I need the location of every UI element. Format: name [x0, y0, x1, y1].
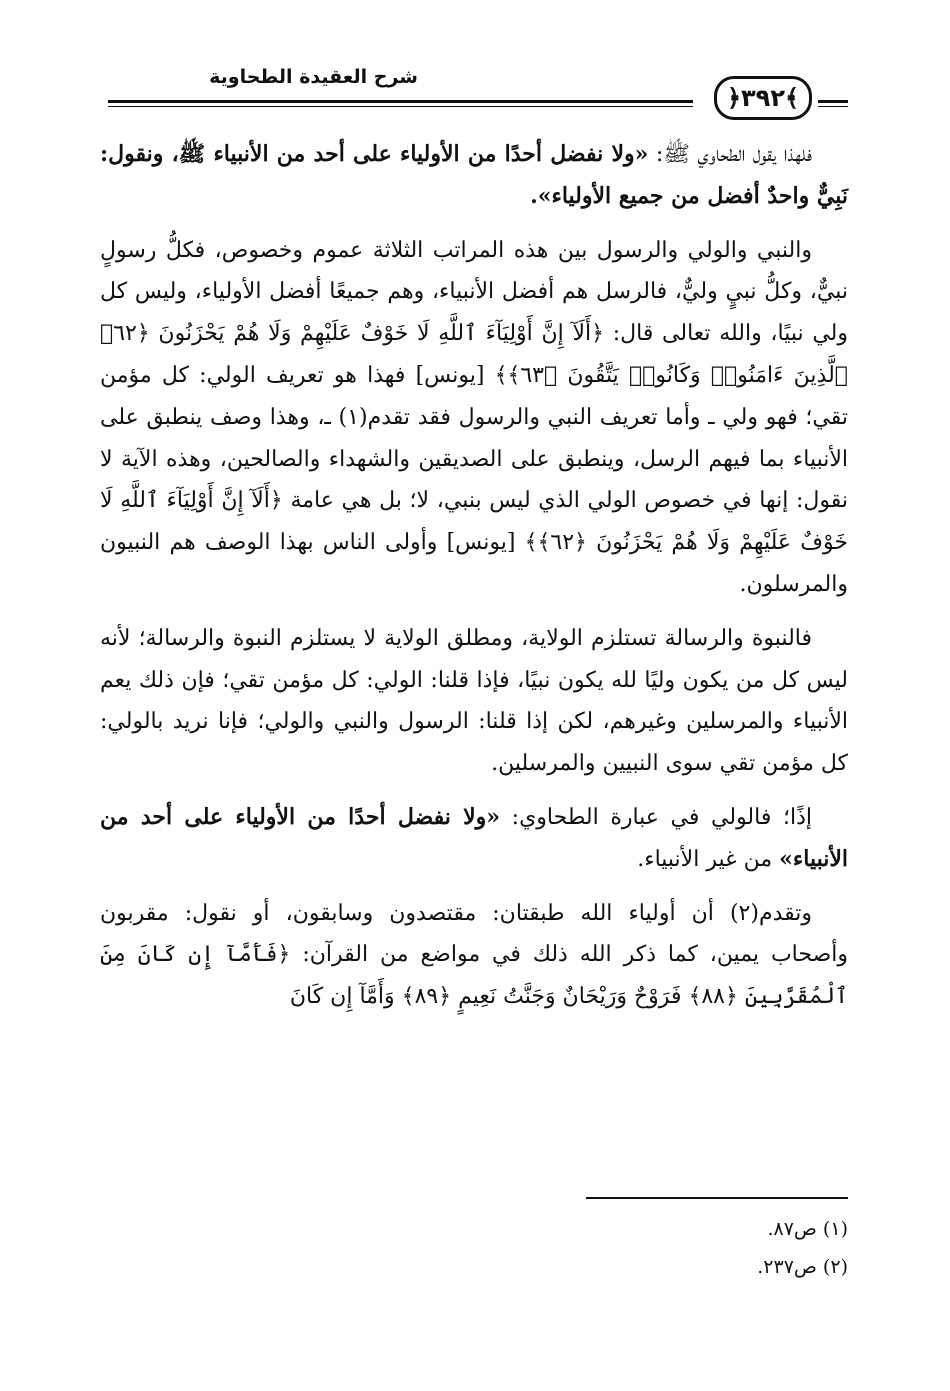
- text-span: والنبي والولي والرسول بين هذه المراتب الثلاثة عموم وخصوص، فكلُّ رسولٍ نبيٌّ، وكلُّ نبيٍ وليٌّ، فالرسل هم أفضل الأنبياء، وهم جميعًا أفضل الأولياء، وليس كل ولي نبيًا، والله تعالى قال:: [100, 237, 848, 347]
- footnotes: [448, 1210, 848, 1286]
- quran-verse: ﴿فَأَمَّآ إِن كَانَ مِنَ ٱلْمُقَرَّبِينَ ﴿٨٨﴾ فَرَوْحٌ وَرَيْحَانٌ وَجَنَّتُ نَعِيمٍ ﴿٨٩﴾ وَأَمَّآ إِن كَانَ: [100, 942, 848, 1010]
- paragraph-5: [100, 893, 848, 1018]
- text-span: [يونس] فهذا هو تعريف الولي: كل مؤمن تقي؛ فهو ولي ـ وأما تعريف النبي والرسول فقد تقدم(١) ـ، وهذا وصف ينطبق على الأنبياء بما فيهم الرسل، وينطبق على الصديقين والشهداء والصالحين، وهذه الآية لا نقول: إنها في خصوص الولي الذي ليس بنبي، لا؛ بل هي عامة: [100, 362, 848, 514]
- quran-verse: ﴿أَلَآ إِنَّ أَوْلِيَآءَ ٱللَّهِ لَا خَوْفٌ عَلَيْهِمْ وَلَا هُمْ يَحْزَنُونَ ﴿٦٢﴾ ٱلَّذِينَ ءَامَنُوا۟ وَكَانُوا۟ يَتَّقُونَ ﴿٦٣﴾﴾: [100, 321, 848, 388]
- text-span: إذًا؛ فالولي في عبارة الطحاوي:: [500, 804, 812, 830]
- text-span: فلهذا يقول الطحاوي ﷺ:: [648, 142, 812, 167]
- paragraph-3: [100, 618, 848, 785]
- quoted-text: «ولا نفضل أحدًا من الأولياء على أحد من الأنبياء ﷺ، ونقول: نَبِيٌّ واحدٌ أفضل من جميع الأولياء».: [100, 141, 848, 209]
- main-text: [100, 134, 848, 1030]
- header-rule-right: [818, 100, 848, 103]
- footnote: (٢) ص٢٣٧.: [757, 1256, 848, 1278]
- page-header: [108, 62, 848, 118]
- paragraph-4: [100, 797, 848, 881]
- text-span: من غير الأنبياء.: [637, 846, 780, 872]
- text-span: فالنبوة والرسالة تستلزم الولاية، ومطلق الولاية لا يستلزم النبوة والرسالة؛ لأنه ليس كل من يكون وليًا لله يكون نبيًا، فإذا قلنا: الولي: كل مؤمن تقي؛ فإن ذلك يعم الأنبياء والمرسلين وغيرهم، لكن إذا قلنا: الرسول والنبي والولي؛ فإنا نريد بالولي: كل مؤمن تقي سوى النبيين والمرسلين.: [100, 625, 848, 777]
- paragraph-2: [100, 230, 848, 606]
- book-title: شرح العقيدة الطحاوية: [108, 66, 426, 88]
- quoted-text: «ولا نفضل أحدًا من الأولياء على أحد من الأنبياء»: [100, 803, 848, 872]
- header-rule-right-thin: [818, 106, 848, 107]
- paragraph-1: [100, 134, 848, 218]
- page-number: ﴿٣٩٢﴾: [714, 76, 812, 120]
- header-rule: [108, 100, 693, 103]
- footnote: (١) ص٨٧.: [767, 1218, 848, 1240]
- text-span: [يونس] وأولى الناس بهذا الوصف هم النبيون والمرسلون.: [100, 530, 848, 597]
- quran-verse: ﴿أَلَآ إِنَّ أَوْلِيَآءَ ٱللَّهِ لَا خَوْفٌ عَلَيْهِمْ وَلَا هُمْ يَحْزَنُونَ ﴿٦٢﴾﴾: [100, 488, 849, 556]
- text-span: وتقدم(٢) أن أولياء الله طبقتان: مقتصدون وسابقون، أو نقول: مقربون وأصحاب يمين، كما ذكر الله ذلك في مواضع من القرآن:: [100, 900, 848, 968]
- footnote-divider: [586, 1197, 848, 1199]
- header-rule-thin: [108, 106, 693, 107]
